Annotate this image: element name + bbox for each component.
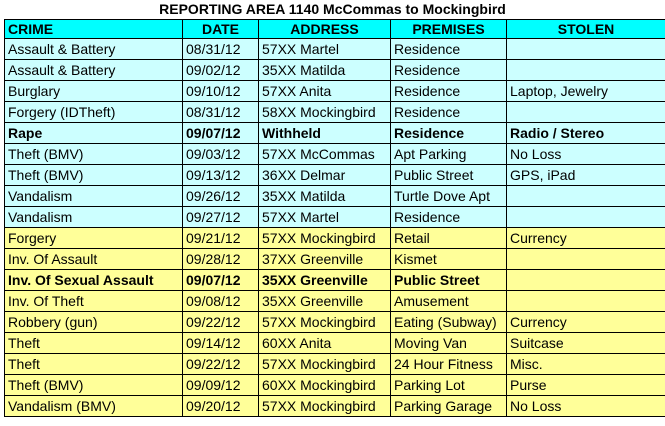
column-header-stolen: STOLEN [507,20,665,39]
cell-date: 09/02/12 [183,60,259,81]
cell-crime: Vandalism [5,207,183,228]
cell-crime: Forgery [5,228,183,249]
cell-stolen [507,39,665,60]
table-row [5,39,665,60]
cell-stolen [507,207,665,228]
cell-crime: Forgery (IDTheft) [5,102,183,123]
cell-stolen [507,249,665,270]
cell-date: 09/21/12 [183,228,259,249]
cell-crime: Rape [5,123,183,144]
cell-crime: Vandalism [5,186,183,207]
cell-stolen: GPS, iPad [507,165,665,186]
cell-address: 36XX Delmar [259,165,391,186]
cell-address: 57XX Mockingbird [259,312,391,333]
table-row [5,333,665,354]
cell-premises: Turtle Dove Apt [391,186,507,207]
report-title: REPORTING AREA 1140 McCommas to Mockingbird [159,1,506,17]
table-row [5,207,665,228]
cell-crime: Theft [5,333,183,354]
column-header-address: ADDRESS [259,20,391,39]
cell-crime: Theft (BMV) [5,375,183,396]
cell-premises: Apt Parking [391,144,507,165]
cell-address: 35XX Matilda [259,60,391,81]
table-row [5,249,665,270]
cell-premises: Residence [391,60,507,81]
cell-crime: Theft (BMV) [5,165,183,186]
cell-date: 08/31/12 [183,39,259,60]
header-row [5,20,665,39]
table-row [5,375,665,396]
cell-premises: Parking Lot [391,375,507,396]
cell-premises: Public Street [391,270,507,291]
cell-stolen: No Loss [507,144,665,165]
cell-address: 57XX Mockingbird [259,228,391,249]
cell-address: 60XX Mockingbird [259,375,391,396]
cell-premises: Amusement [391,291,507,312]
table-row [5,60,665,81]
table-row [5,228,665,249]
cell-crime: Assault & Battery [5,60,183,81]
cell-crime: Vandalism (BMV) [5,396,183,417]
table-row [5,123,665,144]
table-row [5,270,665,291]
cell-address: 57XX Martel [259,39,391,60]
table-row [5,291,665,312]
table-row [5,396,665,417]
cell-crime: Assault & Battery [5,39,183,60]
cell-date: 09/13/12 [183,165,259,186]
cell-date: 09/28/12 [183,249,259,270]
cell-date: 09/27/12 [183,207,259,228]
cell-premises: Residence [391,39,507,60]
cell-date: 09/07/12 [183,123,259,144]
column-header-premises: PREMISES [391,20,507,39]
cell-stolen: Laptop, Jewelry [507,81,665,102]
cell-premises: Residence [391,102,507,123]
table-row [5,81,665,102]
cell-premises: Residence [391,207,507,228]
cell-crime: Inv. Of Theft [5,291,183,312]
table-row [5,102,665,123]
cell-date: 09/22/12 [183,354,259,375]
cell-date: 09/10/12 [183,81,259,102]
cell-date: 09/22/12 [183,312,259,333]
table-row [5,186,665,207]
table-row [5,165,665,186]
cell-address: 37XX Greenville [259,249,391,270]
cell-date: 09/26/12 [183,186,259,207]
cell-crime: Robbery (gun) [5,312,183,333]
cell-premises: Moving Van [391,333,507,354]
cell-date: 09/14/12 [183,333,259,354]
cell-stolen: Misc. [507,354,665,375]
cell-stolen: Purse [507,375,665,396]
cell-date: 08/31/12 [183,102,259,123]
table-body [5,39,665,417]
cell-crime: Inv. Of Assault [5,249,183,270]
cell-stolen [507,291,665,312]
cell-address: 57XX Mockingbird [259,354,391,375]
cell-address: 57XX Martel [259,207,391,228]
cell-premises: Eating (Subway) [391,312,507,333]
cell-stolen [507,102,665,123]
cell-stolen [507,270,665,291]
cell-premises: Residence [391,123,507,144]
cell-address: 35XX Greenville [259,291,391,312]
cell-stolen: Currency [507,228,665,249]
cell-stolen: Suitcase [507,333,665,354]
cell-address: 35XX Greenville [259,270,391,291]
cell-crime: Theft [5,354,183,375]
table-header [5,20,665,39]
cell-address: 57XX McCommas [259,144,391,165]
cell-address: 57XX Mockingbird [259,396,391,417]
cell-stolen [507,60,665,81]
table-row [5,354,665,375]
cell-address: 58XX Mockingbird [259,102,391,123]
cell-date: 09/20/12 [183,396,259,417]
crime-table [4,19,665,417]
cell-address: Withheld [259,123,391,144]
table-row [5,144,665,165]
cell-date: 09/08/12 [183,291,259,312]
cell-address: 35XX Matilda [259,186,391,207]
cell-premises: Public Street [391,165,507,186]
cell-date: 09/07/12 [183,270,259,291]
cell-date: 09/09/12 [183,375,259,396]
cell-premises: Kismet [391,249,507,270]
cell-stolen: Radio / Stereo [507,123,665,144]
cell-premises: Retail [391,228,507,249]
cell-premises: Parking Garage [391,396,507,417]
column-header-date: DATE [183,20,259,39]
cell-stolen: No Loss [507,396,665,417]
cell-date: 09/03/12 [183,144,259,165]
cell-address: 57XX Anita [259,81,391,102]
cell-premises: Residence [391,81,507,102]
column-header-crime: CRIME [5,20,183,39]
cell-crime: Burglary [5,81,183,102]
cell-crime: Theft (BMV) [5,144,183,165]
cell-crime: Inv. Of Sexual Assault [5,270,183,291]
cell-premises: 24 Hour Fitness [391,354,507,375]
cell-address: 60XX Anita [259,333,391,354]
cell-stolen: Currency [507,312,665,333]
cell-stolen [507,186,665,207]
table-row [5,312,665,333]
